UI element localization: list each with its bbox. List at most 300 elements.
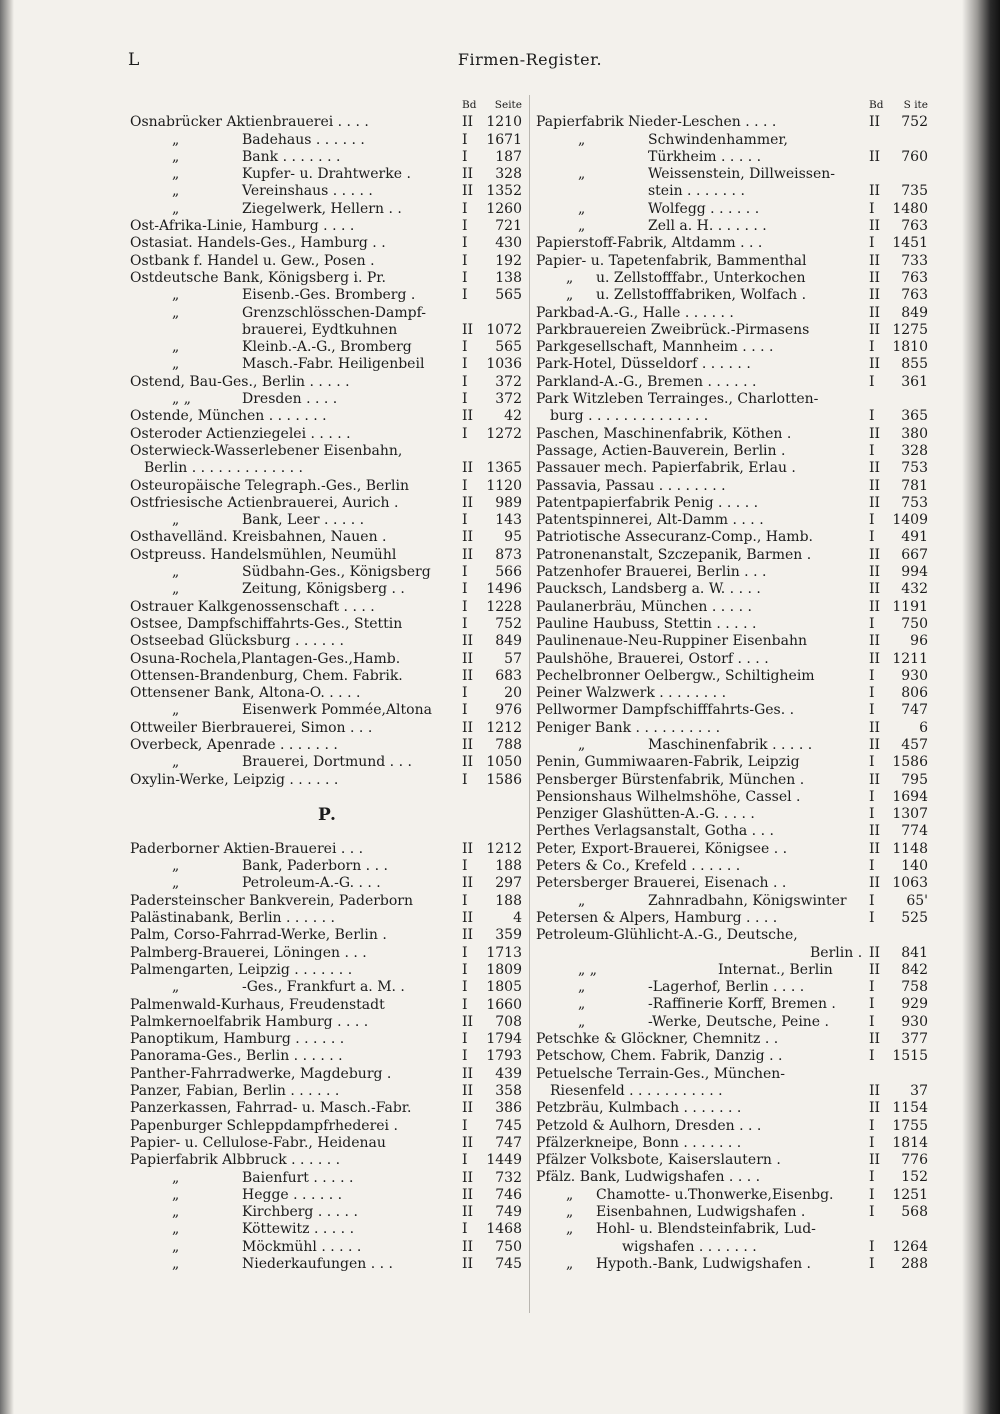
entry-text: -Werke, Deutsche, Peine . [648, 1013, 829, 1030]
entry-name [810, 945, 866, 962]
entry-page: 565 [495, 339, 522, 356]
entry-name [130, 547, 460, 564]
entry-name [578, 218, 866, 235]
entry-name [536, 1135, 866, 1152]
register-entry [536, 927, 932, 944]
entry-volume: I [869, 512, 875, 529]
entry-volume: I [869, 892, 875, 909]
entry-volume: II [869, 771, 881, 788]
entry-volume: II [869, 494, 881, 511]
entry-text: Pensionshaus Wilhelmshöhe, Cassel . [536, 788, 801, 805]
entry-volume: I [462, 944, 468, 961]
entry-volume: II [869, 287, 881, 304]
entry-volume: II [869, 840, 881, 857]
ditto-mark: „ [172, 1238, 180, 1255]
entry-volume: II [869, 114, 881, 131]
register-entry [130, 339, 526, 356]
register-entry [130, 183, 526, 200]
ditto-mark: „ [578, 979, 586, 996]
entry-name [550, 1083, 866, 1100]
entry-text: Kleinb.-A.-G., Bromberg [242, 339, 412, 356]
entry-name [130, 1100, 460, 1117]
entry-page: 750 [495, 1238, 522, 1255]
entry-text: Pfälzerkneipe, Bonn . . . . . . . [536, 1134, 742, 1151]
register-entry [536, 356, 932, 373]
entry-page: 763 [901, 218, 928, 235]
entry-name [536, 772, 866, 789]
vol-heading: Bd [462, 99, 477, 111]
register-entry [130, 979, 526, 996]
entry-text: Ostbank f. Handel u. Gew., Posen . [130, 252, 375, 269]
entry-page: 491 [901, 529, 928, 546]
entry-text: Petersen & Alpers, Hamburg . . . . [536, 909, 778, 926]
entry-name [172, 564, 460, 581]
entry-volume: I [462, 685, 468, 702]
entry-page: 152 [901, 1169, 928, 1186]
register-entry [536, 720, 932, 737]
entry-page: 1515 [892, 1048, 928, 1065]
entry-text: Paucksch, Landsberg a. W. . . . . [536, 581, 761, 598]
entry-text: Peter, Export-Brauerei, Königsee . . [536, 840, 788, 857]
register-entry [536, 235, 932, 252]
entry-page: 1496 [486, 581, 522, 598]
register-entry [130, 581, 526, 598]
entry-volume: I [869, 1117, 875, 1134]
entry-page: 1810 [892, 339, 928, 356]
entry-volume: I [462, 218, 468, 235]
entry-text: Parkgesellschaft, Mannheim . . . . [536, 339, 774, 356]
entry-volume: II [462, 875, 474, 892]
register-entry [130, 875, 526, 892]
entry-volume: I [462, 235, 468, 252]
register-entry [536, 1048, 932, 1065]
entry-name [536, 789, 866, 806]
entry-text: Palm, Corso-Fahrrad-Werke, Berlin . [130, 927, 387, 944]
entry-page: 297 [495, 875, 522, 892]
ditto-mark: „ [172, 200, 180, 217]
entry-name [130, 945, 460, 962]
entry-volume: I [869, 200, 875, 217]
entry-page: 752 [495, 615, 522, 632]
entry-text: Wolfegg . . . . . . [648, 200, 760, 217]
entry-name [172, 1169, 460, 1187]
entry-page: 929 [901, 996, 928, 1013]
entry-volume: II [869, 477, 881, 494]
entry-volume: II [462, 1204, 474, 1221]
entry-text: Patriotische Assecuranz-Comp., Hamb. [536, 529, 813, 546]
entry-text: Hohl- u. Blendsteinfabrik, Lud- [596, 1221, 816, 1238]
entry-text: Ostend, Bau-Ges., Berlin . . . . . [130, 373, 350, 390]
entry-name [130, 962, 460, 979]
entry-name [536, 529, 866, 546]
entry-name [536, 599, 866, 616]
entry-name [566, 1221, 932, 1238]
entry-page: 806 [901, 685, 928, 702]
entry-name [536, 564, 866, 581]
entry-page: 20 [504, 685, 522, 702]
entry-name [130, 668, 460, 685]
entry-volume: II [462, 927, 474, 944]
register-entry [536, 1152, 932, 1169]
register-entry [130, 149, 526, 166]
ditto-mark: „ [172, 979, 180, 996]
entry-page: 6 [919, 719, 928, 736]
entry-name [566, 1186, 866, 1204]
ditto-mark: „ „ [578, 961, 597, 978]
register-entry [536, 1118, 932, 1135]
entry-text: Papenburger Schleppdampfrhederei . [130, 1117, 398, 1134]
register-entry [130, 633, 526, 650]
entry-text: Parkbrauereien Zweibrück.-Pirmasens [536, 321, 810, 338]
entry-volume: II [869, 581, 881, 598]
entry-name [578, 892, 866, 910]
ditto-mark: „ [172, 1221, 180, 1238]
entry-page: 187 [495, 148, 522, 165]
entry-page: 1468 [486, 1221, 522, 1238]
entry-text: Eisenwerk Pommée,Altona [242, 702, 432, 719]
entry-page: 788 [495, 736, 522, 753]
register-entry [536, 754, 932, 771]
register-entry [130, 1152, 526, 1169]
register-entry [130, 478, 526, 495]
entry-page: 930 [901, 1013, 928, 1030]
entry-text: Panzer, Fabian, Berlin . . . . . . [130, 1083, 340, 1100]
entry-name [648, 149, 866, 166]
ditto-mark: „ [578, 996, 586, 1013]
ditto-mark: „ [172, 131, 180, 148]
register-entry [536, 443, 932, 460]
entry-text: -Raffinerie Korff, Bremen . [648, 996, 836, 1013]
entry-name [536, 460, 866, 477]
register-entry [536, 114, 932, 131]
ditto-mark: „ [172, 1169, 180, 1186]
entry-name [536, 305, 866, 322]
entry-name [130, 1066, 460, 1083]
register-entry [536, 1066, 932, 1083]
ditto-mark: „ [172, 304, 180, 321]
entry-text: Möckmühl . . . . . [242, 1238, 362, 1255]
entry-name [536, 374, 866, 391]
entry-name [130, 685, 460, 702]
entry-volume: I [869, 442, 875, 459]
entry-volume: II [462, 719, 474, 736]
entry-text: Petschke & Glöckner, Chemnitz . . [536, 1031, 779, 1048]
register-entry [130, 391, 526, 408]
entry-volume: II [869, 961, 881, 978]
register-entry [130, 529, 526, 546]
entry-text: Petzbräu, Kulmbach . . . . . . . [536, 1100, 742, 1117]
register-entry [536, 426, 932, 443]
entry-name [130, 235, 460, 252]
register-entry [536, 547, 932, 564]
entry-page: 763 [901, 269, 928, 286]
entry-volume: II [869, 218, 881, 235]
entry-name [144, 460, 460, 477]
entry-page: 1713 [486, 944, 522, 961]
entry-volume: II [869, 460, 881, 477]
entry-page: 1365 [486, 460, 522, 477]
entry-text: Ostsee, Dampfschiffahrts-Ges., Stettin [130, 615, 403, 632]
entry-text: Kirchberg . . . . . [242, 1204, 358, 1221]
entry-text: Paulshöhe, Brauerei, Ostorf . . . . [536, 650, 769, 667]
entry-page: 65' [906, 892, 928, 909]
entry-page: 1586 [892, 754, 928, 771]
register-entry [536, 1187, 932, 1204]
register-entry [130, 754, 526, 771]
entry-page: 1793 [486, 1048, 522, 1065]
entry-page: 750 [901, 615, 928, 632]
entry-page: 855 [901, 356, 928, 373]
entry-volume: II [462, 736, 474, 753]
entry-page: 358 [495, 1083, 522, 1100]
entry-volume: I [869, 685, 875, 702]
entry-text: Palästinabank, Berlin . . . . . . [130, 910, 335, 927]
entry-name [172, 200, 460, 218]
entry-text: Grenzschlösschen-Dampf- [242, 304, 426, 321]
entry-page: 1120 [486, 477, 522, 494]
register-entry [536, 875, 932, 892]
entry-page: 1352 [486, 183, 522, 200]
register-entry [130, 114, 526, 131]
entry-text: Oxylin-Werke, Leipzig . . . . . . [130, 771, 339, 788]
entry-text: Ostende, München . . . . . . . [130, 408, 327, 425]
entry-page: 745 [495, 1117, 522, 1134]
entry-volume: II [462, 840, 474, 857]
register-entry [130, 1170, 526, 1187]
entry-volume: I [462, 996, 468, 1013]
entry-page: 1264 [892, 1238, 928, 1255]
entry-page: 1755 [892, 1117, 928, 1134]
entry-name [578, 200, 866, 218]
register-entry [536, 391, 932, 408]
entry-name [578, 166, 932, 183]
entry-page: 774 [901, 823, 928, 840]
entry-volume: I [462, 269, 468, 286]
entry-page: 735 [901, 183, 928, 200]
register-entry [536, 1221, 932, 1238]
entry-volume: I [869, 858, 875, 875]
register-entry [130, 495, 526, 512]
entry-name [550, 408, 866, 425]
entry-page: 667 [901, 546, 928, 563]
entry-page: 781 [901, 477, 928, 494]
entry-volume: I [462, 148, 468, 165]
ditto-mark: „ [172, 512, 180, 529]
entry-text: Park-Hotel, Düsseldorf . . . . . . [536, 356, 751, 373]
running-title: Firmen-Register. [457, 50, 603, 69]
entry-text: Weissenstein, Dillweissen- [648, 166, 835, 183]
register-entry [130, 512, 526, 529]
entry-page: 372 [495, 373, 522, 390]
entry-name [130, 651, 460, 668]
entry-name [172, 1204, 460, 1221]
entry-volume: I [869, 806, 875, 823]
entry-text: Berlin . . . . . . . . . . . . . [144, 460, 303, 477]
ditto-mark: „ [578, 200, 586, 217]
entry-name [130, 478, 460, 495]
entry-text: wigshafen . . . . . . . [622, 1238, 757, 1255]
entry-name [536, 1152, 866, 1169]
entry-text: u. Zellstofffabriken, Wolfach . [596, 287, 807, 304]
entry-name [536, 322, 866, 339]
entry-volume: I [462, 892, 468, 909]
register-entry [130, 1256, 526, 1273]
entry-name [536, 478, 866, 495]
register-entry [536, 166, 932, 183]
entry-text: Zell a. H. . . . . . . [648, 218, 767, 235]
entry-text: Badehaus . . . . . . [242, 131, 365, 148]
entry-volume: I [462, 391, 468, 408]
entry-text: Petroleum-A.-G. . . . [242, 875, 381, 892]
entry-text: Palmkernoelfabrik Hamburg . . . . [130, 1013, 369, 1030]
entry-page: 1814 [892, 1134, 928, 1151]
ditto-mark: „ [578, 736, 586, 753]
entry-volume: I [462, 339, 468, 356]
entry-name [566, 1204, 866, 1221]
entry-page: 1212 [486, 840, 522, 857]
register-entry [536, 512, 932, 529]
entry-volume: I [869, 996, 875, 1013]
entry-volume: I [869, 979, 875, 996]
entry-name [536, 927, 932, 944]
entry-page: 841 [901, 944, 928, 961]
entry-page: 1228 [486, 598, 522, 615]
register-entry [536, 945, 932, 962]
vol-heading: Bd [869, 99, 884, 111]
register-entry [130, 374, 526, 391]
register-entry [130, 737, 526, 754]
entry-name [172, 512, 460, 529]
entry-text: Parkbad-A.-G., Halle . . . . . . [536, 304, 734, 321]
entry-name [536, 495, 866, 512]
entry-text: Maschinenfabrik . . . . . [648, 736, 813, 753]
entry-volume: II [869, 736, 881, 753]
section-heading-p: P. [318, 804, 338, 825]
entry-page: 1809 [486, 961, 522, 978]
entry-volume: II [869, 1152, 881, 1169]
entry-volume: I [462, 979, 468, 996]
entry-text: Dresden . . . . [242, 391, 338, 408]
entry-text: Papierfabrik Albbruck . . . . . . [130, 1152, 341, 1169]
entry-volume: II [462, 910, 474, 927]
register-entry [536, 529, 932, 546]
entry-page: 776 [901, 1152, 928, 1169]
entry-page: 4 [513, 910, 522, 927]
entry-volume: II [462, 494, 474, 511]
entry-text: Ostasiat. Handels-Ges., Hamburg . . [130, 235, 386, 252]
register-entry [536, 702, 932, 719]
entry-name [622, 1239, 866, 1256]
entry-volume: II [462, 408, 474, 425]
register-entry [536, 270, 932, 287]
entry-volume: II [462, 1065, 474, 1082]
entry-text: brauerei, Eydtkuhnen [242, 321, 398, 338]
entry-page: 138 [495, 269, 522, 286]
entry-page: 746 [495, 1186, 522, 1203]
entry-page: 849 [495, 633, 522, 650]
ditto-mark: „ [172, 1204, 180, 1221]
entry-page: 1072 [486, 321, 522, 338]
entry-page: 930 [901, 667, 928, 684]
entry-text: Paschen, Maschinenfabrik, Köthen . [536, 425, 792, 442]
ditto-mark: „ [172, 287, 180, 304]
entry-volume: II [869, 1100, 881, 1117]
ditto-mark: „ [172, 875, 180, 892]
register-entry [130, 322, 526, 339]
register-entry [130, 1187, 526, 1204]
entry-volume: I [869, 1186, 875, 1203]
ditto-mark: „ [172, 564, 180, 581]
entry-name [536, 720, 866, 737]
entry-name [648, 183, 866, 200]
register-entry [130, 132, 526, 149]
register-entry [536, 910, 932, 927]
entry-page: 96 [910, 633, 928, 650]
entry-text: Patzenhofer Brauerei, Berlin . . . [536, 564, 767, 581]
entry-name [172, 131, 460, 149]
register-entry [536, 737, 932, 754]
entry-page: 1671 [486, 131, 522, 148]
entry-text: Zahnradbahn, Königswinter [648, 892, 847, 909]
entry-text: Pauline Haubuss, Stettin . . . . . [536, 615, 757, 632]
entry-volume: II [869, 1031, 881, 1048]
entry-volume: II [869, 823, 881, 840]
entry-name [536, 547, 866, 564]
entry-volume: I [869, 754, 875, 771]
entry-page: 989 [495, 494, 522, 511]
register-entry [130, 668, 526, 685]
entry-page: 372 [495, 391, 522, 408]
register-entry [130, 1135, 526, 1152]
register-entry [130, 408, 526, 425]
entry-page: 143 [495, 512, 522, 529]
register-entry [130, 927, 526, 944]
entry-name [130, 910, 460, 927]
entry-name [536, 1118, 866, 1135]
entry-text: Ottensen-Brandenburg, Chem. Fabrik. [130, 667, 403, 684]
entry-text: Bank, Leer . . . . . [242, 512, 365, 529]
register-entry [536, 858, 932, 875]
register-entry [130, 702, 526, 719]
entry-page: 1036 [486, 356, 522, 373]
entry-name [536, 668, 866, 685]
entry-text: Ziegelwerk, Hellern . . [242, 200, 402, 217]
entry-name [172, 858, 460, 875]
entry-page: 1660 [486, 996, 522, 1013]
entry-page: 328 [901, 442, 928, 459]
entry-volume: I [869, 529, 875, 546]
ditto-mark: „ [172, 702, 180, 719]
entry-name [536, 702, 866, 719]
entry-volume: I [462, 961, 468, 978]
entry-page: 1063 [892, 875, 928, 892]
entry-name [130, 495, 460, 512]
entry-name [536, 426, 866, 443]
entry-volume: I [869, 1204, 875, 1220]
scan-edge-left [0, 0, 14, 1414]
entry-text: Palmenwald-Kurhaus, Freudenstadt [130, 996, 385, 1013]
register-entry [130, 1118, 526, 1135]
entry-page: 873 [495, 546, 522, 563]
register-entry [130, 287, 526, 304]
register-entry [536, 322, 932, 339]
entry-volume: II [462, 166, 474, 183]
entry-volume: I [869, 788, 875, 805]
entry-text: Perthes Verlagsanstalt, Gotha . . . [536, 823, 774, 840]
register-entry [536, 962, 932, 979]
entry-page: 1050 [486, 754, 522, 771]
entry-page: 439 [495, 1065, 522, 1082]
